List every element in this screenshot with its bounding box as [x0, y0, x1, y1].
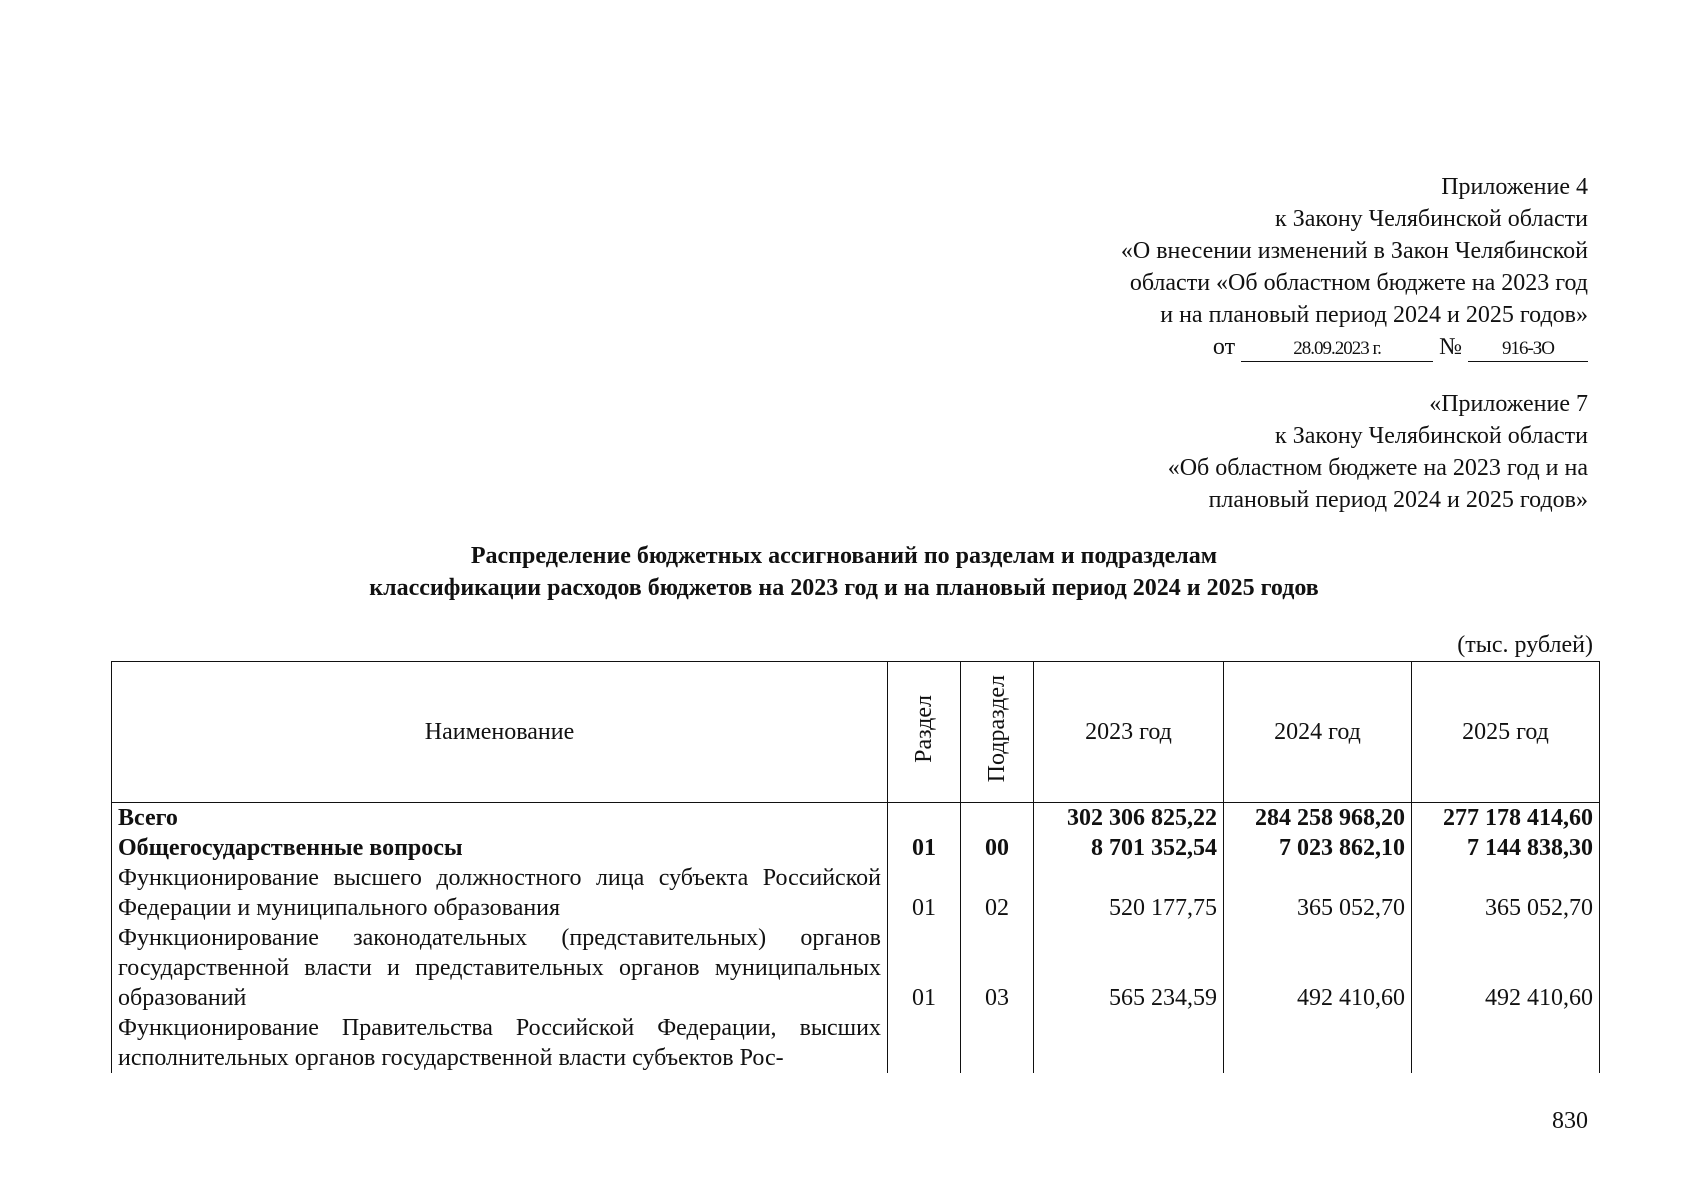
- row-name: Всего: [112, 803, 888, 834]
- table-row: [112, 803, 1600, 834]
- row-subsection: [961, 1013, 1034, 1073]
- row-2025: 277 178 414,60: [1412, 803, 1600, 834]
- appendix-line: к Закону Челябинской области: [1275, 423, 1588, 449]
- appendix-header-original: [1168, 388, 1588, 516]
- law-date-number-line: [1121, 331, 1588, 363]
- number-prefix: №: [1439, 334, 1462, 360]
- row-2025: 7 144 838,30: [1412, 833, 1600, 863]
- law-number: 916-ЗО: [1468, 337, 1588, 362]
- page-number: 830: [1552, 1108, 1588, 1134]
- units-label: (тыс. рублей): [1457, 632, 1593, 658]
- header-subsection: Подраздел: [961, 662, 1034, 803]
- row-subsection: 02: [961, 863, 1034, 923]
- appendix-header-current: [1121, 171, 1588, 363]
- table-row: [112, 923, 1600, 1013]
- title-line: классификации расходов бюджетов на 2023 год и на плановый период 2024 и 2025 годов: [369, 575, 1319, 601]
- appendix-line: области «Об областном бюджете на 2023 год: [1129, 270, 1588, 296]
- header-2023: 2023 год: [1034, 662, 1224, 803]
- appendix-line: «О внесении изменений в Закон Челябинской: [1120, 238, 1588, 264]
- row-name: Функционирование высшего должностного лица субъекта Российской Федерации и муниципального образования: [112, 863, 888, 923]
- budget-table: [111, 661, 1600, 1073]
- row-name: Функционирование законодательных (представительных) органов государственной власти и представительных органов муниципальных образований: [112, 923, 888, 1013]
- table-header-row: [112, 662, 1600, 803]
- header-name: Наименование: [112, 662, 888, 803]
- header-2024: 2024 год: [1224, 662, 1412, 803]
- row-subsection: [961, 803, 1034, 834]
- row-section: 01: [888, 863, 961, 923]
- row-2023: 565 234,59: [1034, 923, 1224, 1013]
- title-line: Распределение бюджетных ассигнований по разделам и подразделам: [470, 543, 1218, 569]
- row-2023: 520 177,75: [1034, 863, 1224, 923]
- table-row: [112, 1013, 1600, 1073]
- date-prefix: от: [1212, 334, 1236, 360]
- table-row: [112, 833, 1600, 863]
- row-2023: [1034, 1013, 1224, 1073]
- row-2024: 7 023 862,10: [1224, 833, 1412, 863]
- row-2024: [1224, 1013, 1412, 1073]
- row-2025: 492 410,60: [1412, 923, 1600, 1013]
- row-2025: [1412, 1013, 1600, 1073]
- row-section: [888, 1013, 961, 1073]
- appendix-line: Приложение 4: [1441, 174, 1588, 200]
- row-2024: 365 052,70: [1224, 863, 1412, 923]
- row-section: [888, 803, 961, 834]
- row-2024: 492 410,60: [1224, 923, 1412, 1013]
- table-row: [112, 863, 1600, 923]
- header-section: Раздел: [888, 662, 961, 803]
- row-name: Функционирование Правительства Российской Федерации, высших исполнительных органов государственной власти субъектов Рос-: [112, 1013, 888, 1073]
- row-2023: 302 306 825,22: [1034, 803, 1224, 834]
- header-2025: 2025 год: [1412, 662, 1600, 803]
- row-subsection: 00: [961, 833, 1034, 863]
- appendix-line: «Приложение 7: [1429, 391, 1588, 417]
- row-subsection: 03: [961, 923, 1034, 1013]
- appendix-line: и на плановый период 2024 и 2025 годов»: [1160, 302, 1588, 328]
- document-title: [0, 540, 1688, 604]
- row-section: 01: [888, 923, 961, 1013]
- row-2025: 365 052,70: [1412, 863, 1600, 923]
- row-2023: 8 701 352,54: [1034, 833, 1224, 863]
- row-name: Общегосударственные вопросы: [112, 833, 888, 863]
- appendix-line: плановый период 2024 и 2025 годов»: [1208, 487, 1588, 513]
- row-2024: 284 258 968,20: [1224, 803, 1412, 834]
- law-date: 28.09.2023 г.: [1241, 337, 1433, 362]
- appendix-line: «Об областном бюджете на 2023 год и на: [1167, 455, 1588, 481]
- row-section: 01: [888, 833, 961, 863]
- appendix-line: к Закону Челябинской области: [1275, 206, 1588, 232]
